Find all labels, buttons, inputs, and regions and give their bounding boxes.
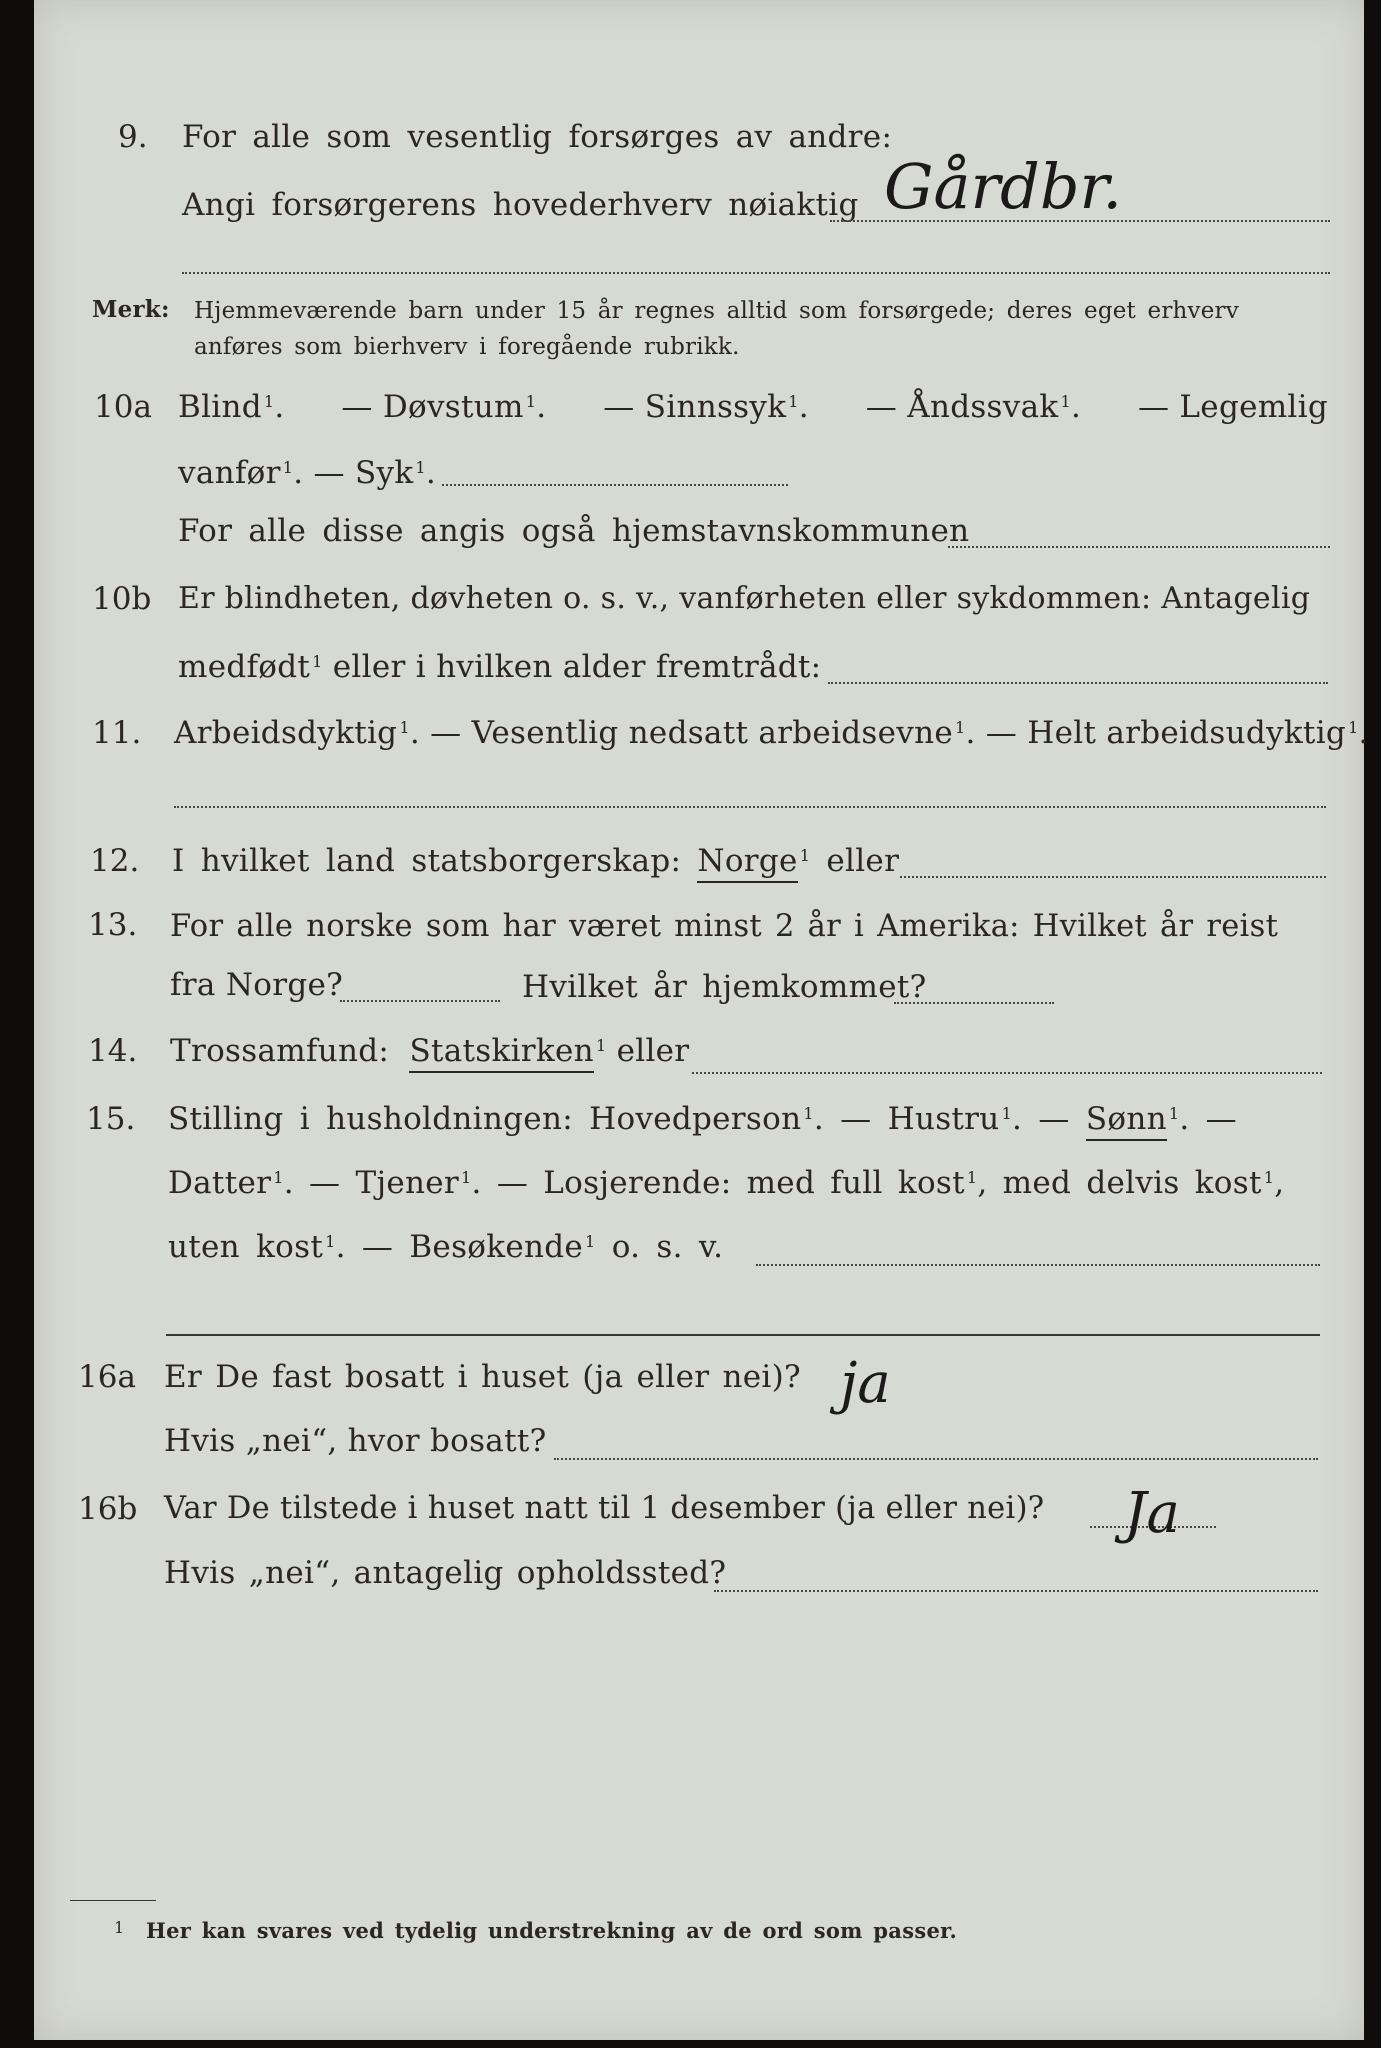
- question-15-line1: Stilling i husholdningen: Hovedperson $^1$. — Hustru $^1$. — Sønn $^1$. —: [168, 1104, 1237, 1135]
- choice-norge: Norge: [697, 843, 797, 883]
- question-16a-answer-line: [554, 1458, 1318, 1460]
- question-10b-line2: medfødt $^1$ eller i hvilken alder fremtrådt:: [178, 649, 822, 685]
- question-10a-hjemstavn-line: [948, 546, 1330, 548]
- footnote-text: Her kan svares ved tydelig understrekning av de ord som passer.: [146, 1918, 958, 1943]
- question-15-line2: Datter $^1$. — Tjener $^1$. — Losjerende: med full kost $^1$, med delvis kost $^1$,: [168, 1165, 1285, 1201]
- question-12-number: 12.: [90, 843, 140, 879]
- question-10a-line2: vanfør $^1$. — Syk $^1$.: [178, 455, 437, 491]
- footnote-rule: [70, 1900, 156, 1901]
- census-form-page: [34, 0, 1369, 2040]
- question-9-line2: Angi forsørgerens hovederhverv nøiaktig: [182, 187, 859, 223]
- question-10a-line3: For alle disse angis også hjemstavnskommunen: [178, 513, 970, 549]
- question-16b-handwritten-answer: Ja: [1124, 1481, 1180, 1546]
- question-11-answer-line: [174, 806, 1326, 808]
- option-andssvak: — Åndssvak $^1$.: [865, 389, 1082, 425]
- question-15-line3: uten kost $^1$. — Besøkende $^1$ o. s. v.: [168, 1229, 724, 1265]
- question-16a-line1: Er De fast bosatt i huset (ja eller nei)?: [164, 1359, 801, 1395]
- choice-statskirken: Statskirken: [409, 1033, 593, 1073]
- question-14-line: Trossamfund: Statskirken $^1$ eller: [170, 1036, 689, 1067]
- option-blind: Blind $^1$.: [178, 389, 285, 425]
- note-line2: anføres som bierhverv i foregående rubrikk.: [194, 334, 740, 360]
- question-9-handwritten-answer: Gårdbr.: [884, 150, 1123, 223]
- question-10a-syk-line: [442, 484, 788, 486]
- question-14-number: 14.: [88, 1033, 138, 1069]
- question-13-line1: For alle norske som har været minst 2 år i Amerika: Hvilket år reist: [170, 909, 1279, 944]
- question-9-line1: For alle som vesentlig forsørges av andre:: [182, 119, 893, 155]
- question-14-answer-line: [692, 1072, 1322, 1074]
- question-13-number: 13.: [88, 907, 138, 943]
- option-sinnssyk: — Sinnssyk $^1$.: [603, 389, 809, 425]
- question-11-line: Arbeidsdyktig $^1$. — Vesentlig nedsatt arbeidsevne $^1$. — Helt arbeidsudyktig $^1$.: [174, 715, 1369, 751]
- question-16b-number: 16b: [78, 1491, 138, 1527]
- footnote-mark: 1: [114, 1918, 125, 1937]
- question-13-line2a: fra Norge?: [170, 967, 344, 1003]
- question-10b-answer-line: [828, 682, 1328, 684]
- question-13-hjemkommet-line: [894, 1002, 1054, 1004]
- question-13-reist-line: [340, 1000, 500, 1002]
- note-label: Merk:: [92, 296, 170, 323]
- question-9-number: 9.: [118, 119, 148, 155]
- question-16b-line2: Hvis „nei“, antagelig opholdssted?: [164, 1555, 727, 1591]
- question-15-answer-line: [756, 1264, 1320, 1266]
- question-9-extra-line: [182, 272, 1330, 274]
- question-12-answer-line: [900, 876, 1326, 878]
- option-syk: — Syk: [313, 455, 414, 491]
- question-10b-line1: Er blindheten, døvheten o. s. v., vanførheten eller sykdommen: Antagelig: [178, 581, 1311, 616]
- question-15-extra-line: [166, 1334, 1320, 1336]
- question-13-line2b: Hvilket år hjemkommet?: [522, 969, 927, 1005]
- question-16b-opholdssted-line: [714, 1590, 1318, 1592]
- question-16a-number: 16a: [78, 1359, 136, 1395]
- option-vanfor: vanfør: [178, 455, 281, 491]
- question-10a-number: 10a: [94, 389, 152, 425]
- question-16a-line2: Hvis „nei“, hvor bosatt?: [164, 1423, 547, 1459]
- note-line1: Hjemmeværende barn under 15 år regnes alltid som forsørgede; deres eget erhverv: [194, 298, 1239, 324]
- question-10a-line1: [178, 389, 1328, 425]
- choice-sonn: Sønn: [1086, 1101, 1167, 1141]
- question-10b-number: 10b: [92, 581, 152, 617]
- question-16a-handwritten-answer: ja: [840, 1351, 891, 1416]
- question-15-number: 15.: [86, 1101, 136, 1137]
- question-11-number: 11.: [92, 715, 142, 751]
- question-16b-line1: Var De tilstede i huset natt til 1 desember (ja eller nei)?: [164, 1491, 1045, 1526]
- option-dovstum: — Døvstum $^1$.: [341, 389, 547, 425]
- option-legemlig: — Legemlig: [1137, 389, 1328, 425]
- question-12-line: I hvilket land statsborgerskap: Norge $^1$ eller: [172, 846, 899, 877]
